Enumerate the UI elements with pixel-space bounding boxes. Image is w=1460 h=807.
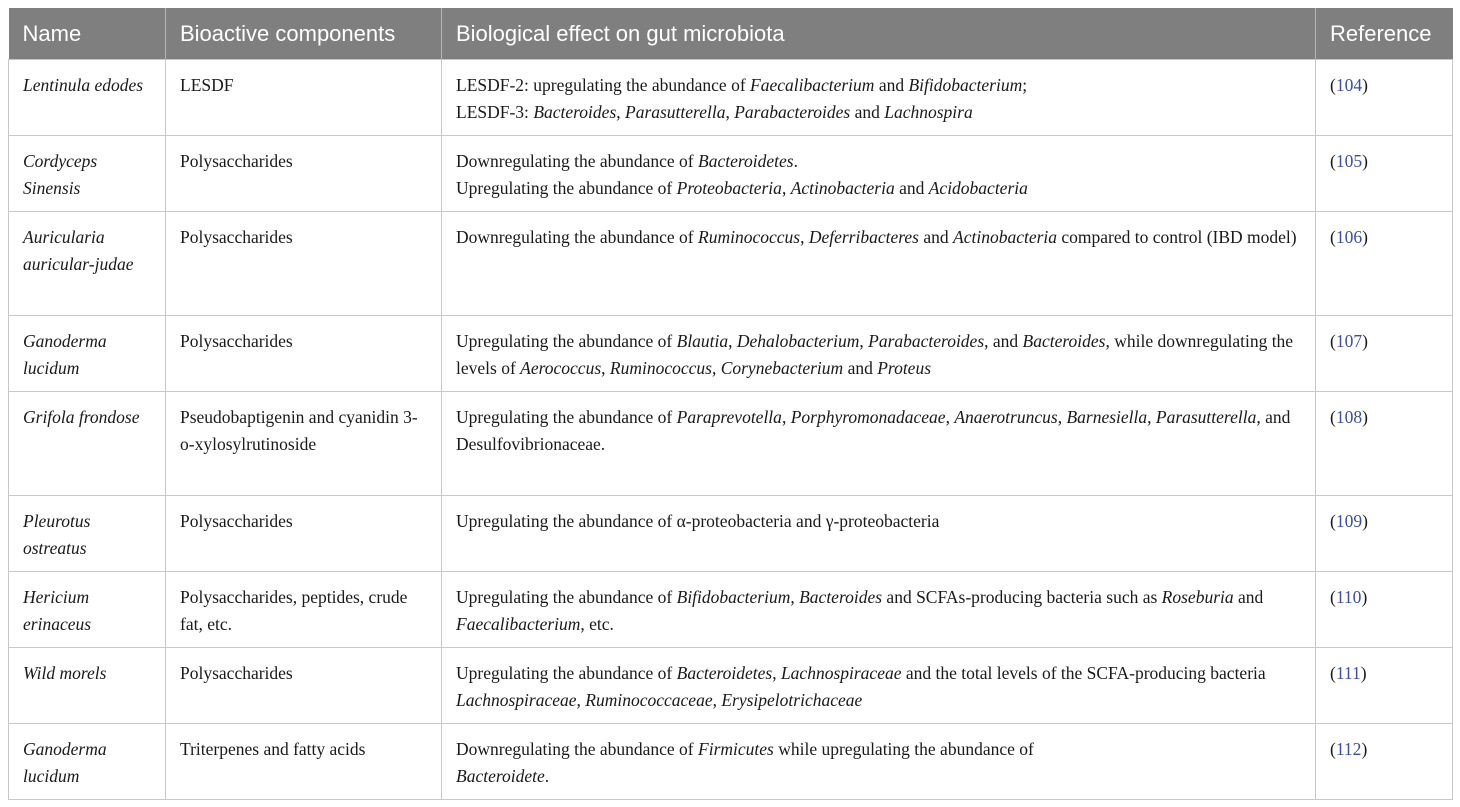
cell-effect: LESDF-2: upregulating the abundance of Faecalibacterium and Bifidobacterium; LESDF-3: Bacteroides, Parasutterella, Parabacteroides and Lachnospira	[442, 60, 1316, 136]
cell-reference: (110)	[1316, 572, 1453, 648]
microbiota-table	[8, 8, 1453, 800]
reference-link[interactable]: 111	[1335, 663, 1361, 683]
cell-reference: (109)	[1316, 496, 1453, 572]
header-reference: Reference	[1316, 8, 1453, 60]
cell-effect: Upregulating the abundance of Bacteroidetes, Lachnospiraceae and the total levels of the SCFA-producing bacteria Lachnospiraceae, Ruminococcaceae, Erysipelotrichaceae	[442, 648, 1316, 724]
cell-components: LESDF	[166, 60, 442, 136]
cell-reference: (112)	[1316, 724, 1453, 800]
cell-effect: Downregulating the abundance of Firmicutes while upregulating the abundance of Bacteroidete.	[442, 724, 1316, 800]
cell-components: Polysaccharides	[166, 648, 442, 724]
cell-name: Ganoderma lucidum	[9, 316, 166, 392]
reference-link[interactable]: 106	[1335, 227, 1363, 247]
cell-effect: Downregulating the abundance of Ruminococcus, Deferribacteres and Actinobacteria compared to control (IBD model)	[442, 212, 1316, 316]
reference-link[interactable]: 107	[1335, 331, 1363, 351]
cell-reference: (105)	[1316, 136, 1453, 212]
reference-link[interactable]: 104	[1335, 75, 1363, 95]
table-row	[9, 572, 1453, 648]
header-effect: Biological effect on gut microbiota	[442, 8, 1316, 60]
cell-name: Grifola frondose	[9, 392, 166, 496]
cell-reference: (104)	[1316, 60, 1453, 136]
reference-link[interactable]: 105	[1335, 151, 1363, 171]
cell-name: Wild morels	[9, 648, 166, 724]
header-name: Name	[9, 8, 166, 60]
cell-name: Auricularia auricular-judae	[9, 212, 166, 316]
table-row	[9, 648, 1453, 724]
cell-name: Lentinula edodes	[9, 60, 166, 136]
table-row	[9, 724, 1453, 800]
table-row	[9, 316, 1453, 392]
cell-effect: Upregulating the abundance of α-proteobacteria and γ-proteobacteria	[442, 496, 1316, 572]
cell-effect: Upregulating the abundance of Bifidobacterium, Bacteroides and SCFAs-producing bacteria such as Roseburia and Faecalibacterium, etc.	[442, 572, 1316, 648]
header-components: Bioactive components	[166, 8, 442, 60]
cell-components: Polysaccharides	[166, 316, 442, 392]
reference-link[interactable]: 108	[1335, 407, 1363, 427]
table-row	[9, 496, 1453, 572]
reference-link[interactable]: 109	[1335, 511, 1363, 531]
table-row	[9, 212, 1453, 316]
cell-components: Polysaccharides	[166, 496, 442, 572]
cell-name: Ganoderma lucidum	[9, 724, 166, 800]
cell-name: Hericium erinaceus	[9, 572, 166, 648]
reference-link[interactable]: 112	[1335, 739, 1362, 759]
cell-components: Triterpenes and fatty acids	[166, 724, 442, 800]
cell-effect: Upregulating the abundance of Paraprevotella, Porphyromonadaceae, Anaerotruncus, Barnesiella, Parasutterella, and Desulfovibrionaceae.	[442, 392, 1316, 496]
cell-reference: (106)	[1316, 212, 1453, 316]
cell-effect: Downregulating the abundance of Bacteroidetes. Upregulating the abundance of Proteobacteria, Actinobacteria and Acidobacteria	[442, 136, 1316, 212]
table-row	[9, 136, 1453, 212]
cell-effect: Upregulating the abundance of Blautia, Dehalobacterium, Parabacteroides, and Bacteroides, while downregulating the levels of Aerococcus, Ruminococcus, Corynebacterium and Proteus	[442, 316, 1316, 392]
cell-components: Polysaccharides	[166, 212, 442, 316]
header-row	[9, 8, 1453, 60]
table-row	[9, 392, 1453, 496]
reference-link[interactable]: 110	[1335, 587, 1362, 607]
table-row	[9, 60, 1453, 136]
cell-name: Cordyceps Sinensis	[9, 136, 166, 212]
cell-components: Polysaccharides	[166, 136, 442, 212]
cell-reference: (107)	[1316, 316, 1453, 392]
cell-reference: (108)	[1316, 392, 1453, 496]
cell-reference: (111)	[1316, 648, 1453, 724]
cell-name: Pleurotus ostreatus	[9, 496, 166, 572]
cell-components: Pseudobaptigenin and cyanidin 3-o-xylosylrutinoside	[166, 392, 442, 496]
cell-components: Polysaccharides, peptides, crude fat, etc.	[166, 572, 442, 648]
